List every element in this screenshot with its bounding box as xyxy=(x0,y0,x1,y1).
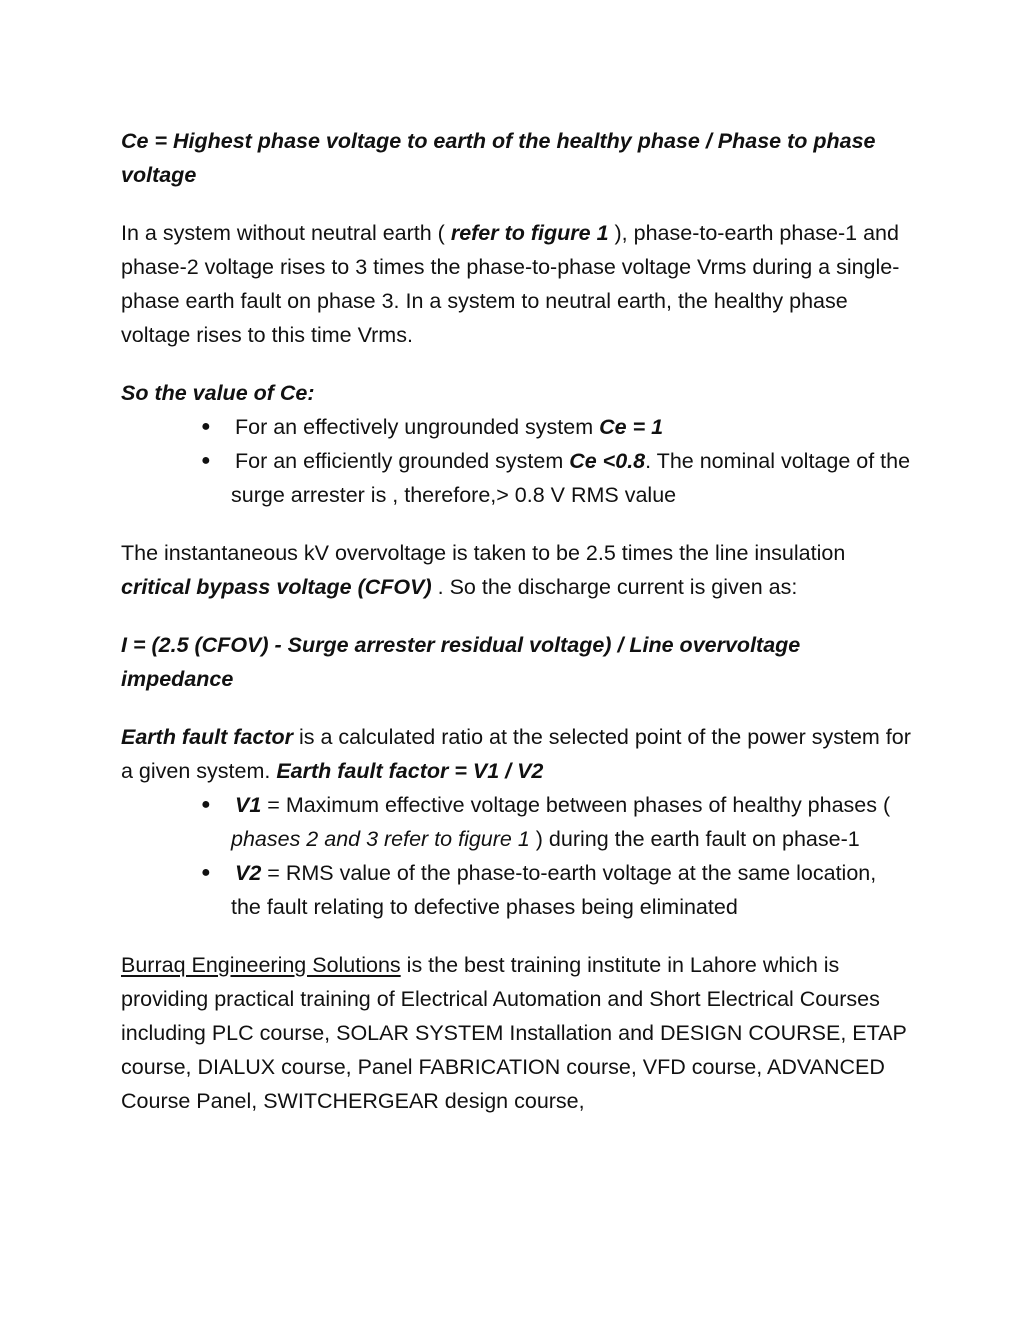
list-item-emphasis: V2 xyxy=(235,861,262,885)
ce-formula xyxy=(121,124,911,192)
overvoltage-post: . So the discharge current is given as: xyxy=(431,575,798,599)
list-item-emphasis: Ce = 1 xyxy=(599,415,664,439)
list-item-pre: = Maximum effective voltage between phases of healthy phases ( xyxy=(261,793,891,817)
document-page xyxy=(121,124,911,1142)
list-item xyxy=(121,444,911,512)
list-item-post: . The nominal voltage of the surge arrester is , therefore,> 0.8 V RMS value xyxy=(231,449,911,507)
overvoltage-pre: The instantaneous kV overvoltage is taken to be 2.5 times the line insulation xyxy=(121,541,846,565)
institute-text: is the best training institute in Lahore which is providing practical training of Electrical Automation and Short Electrical Courses including PLC course, SOLAR SYSTEM Installation and DESIGN COURSE, ETAP course, DIALUX course, Panel FABRICATION course, VFD course, ADVANCED Course Panel, SWITCHERGEAR design course, xyxy=(121,953,907,1113)
ce-value-heading-text: So the value of Ce: xyxy=(121,381,315,405)
bullet-icon: ● xyxy=(201,452,211,469)
ce-value-heading xyxy=(121,376,911,410)
discharge-current-formula-text: I = (2.5 (CFOV) - Surge arrester residual voltage) / Line overvoltage impedance xyxy=(121,633,801,691)
figure-reference: refer to figure 1 xyxy=(450,221,609,245)
neutral-earth-paragraph xyxy=(121,216,911,352)
earth-fault-factor-paragraph xyxy=(121,720,911,788)
ce-formula-text: Ce = Highest phase voltage to earth of the healthy phase / Phase to phase voltage xyxy=(121,129,876,187)
bullet-icon: ● xyxy=(201,418,211,435)
list-item xyxy=(121,788,911,856)
earth-fault-factor-list xyxy=(121,788,911,924)
list-item-post: ) during the earth fault on phase-1 xyxy=(529,827,860,851)
neutral-earth-post: ), phase-to-earth phase-1 and phase-2 voltage rises to 3 times the phase-to-phase voltage Vrms during a single-phase earth fault on phase 3. In a system to neutral earth, the healthy phase voltage rises to this time Vrms. xyxy=(121,221,900,347)
list-item xyxy=(121,856,911,924)
cfov-term: critical bypass voltage (CFOV) xyxy=(121,575,432,599)
bullet-icon: ● xyxy=(201,796,211,813)
neutral-earth-pre: In a system without neutral earth ( xyxy=(121,221,451,245)
list-item-pre: For an effectively ungrounded system xyxy=(235,415,600,439)
ce-value-list xyxy=(121,410,911,512)
earth-fault-factor-mid: is a calculated ratio at the selected point of the power system for a given system. xyxy=(121,725,911,783)
list-item xyxy=(121,410,911,444)
list-item-pre: For an efficiently grounded system xyxy=(235,449,570,473)
list-item-emphasis: Ce <0.8 xyxy=(569,449,646,473)
bullet-icon: ● xyxy=(201,864,211,881)
list-item-italic: phases 2 and 3 refer to figure 1 xyxy=(231,827,530,851)
earth-fault-factor-term: Earth fault factor xyxy=(121,725,294,749)
institute-link[interactable]: Burraq Engineering Solutions xyxy=(121,953,401,977)
list-item-pre: = RMS value of the phase-to-earth voltage at the same location, the fault relating to defective phases being eliminated xyxy=(231,861,877,919)
institute-paragraph xyxy=(121,948,911,1118)
earth-fault-factor-formula: Earth fault factor = V1 / V2 xyxy=(276,759,544,783)
discharge-current-formula xyxy=(121,628,911,696)
list-item-emphasis: V1 xyxy=(235,793,262,817)
overvoltage-paragraph xyxy=(121,536,911,604)
